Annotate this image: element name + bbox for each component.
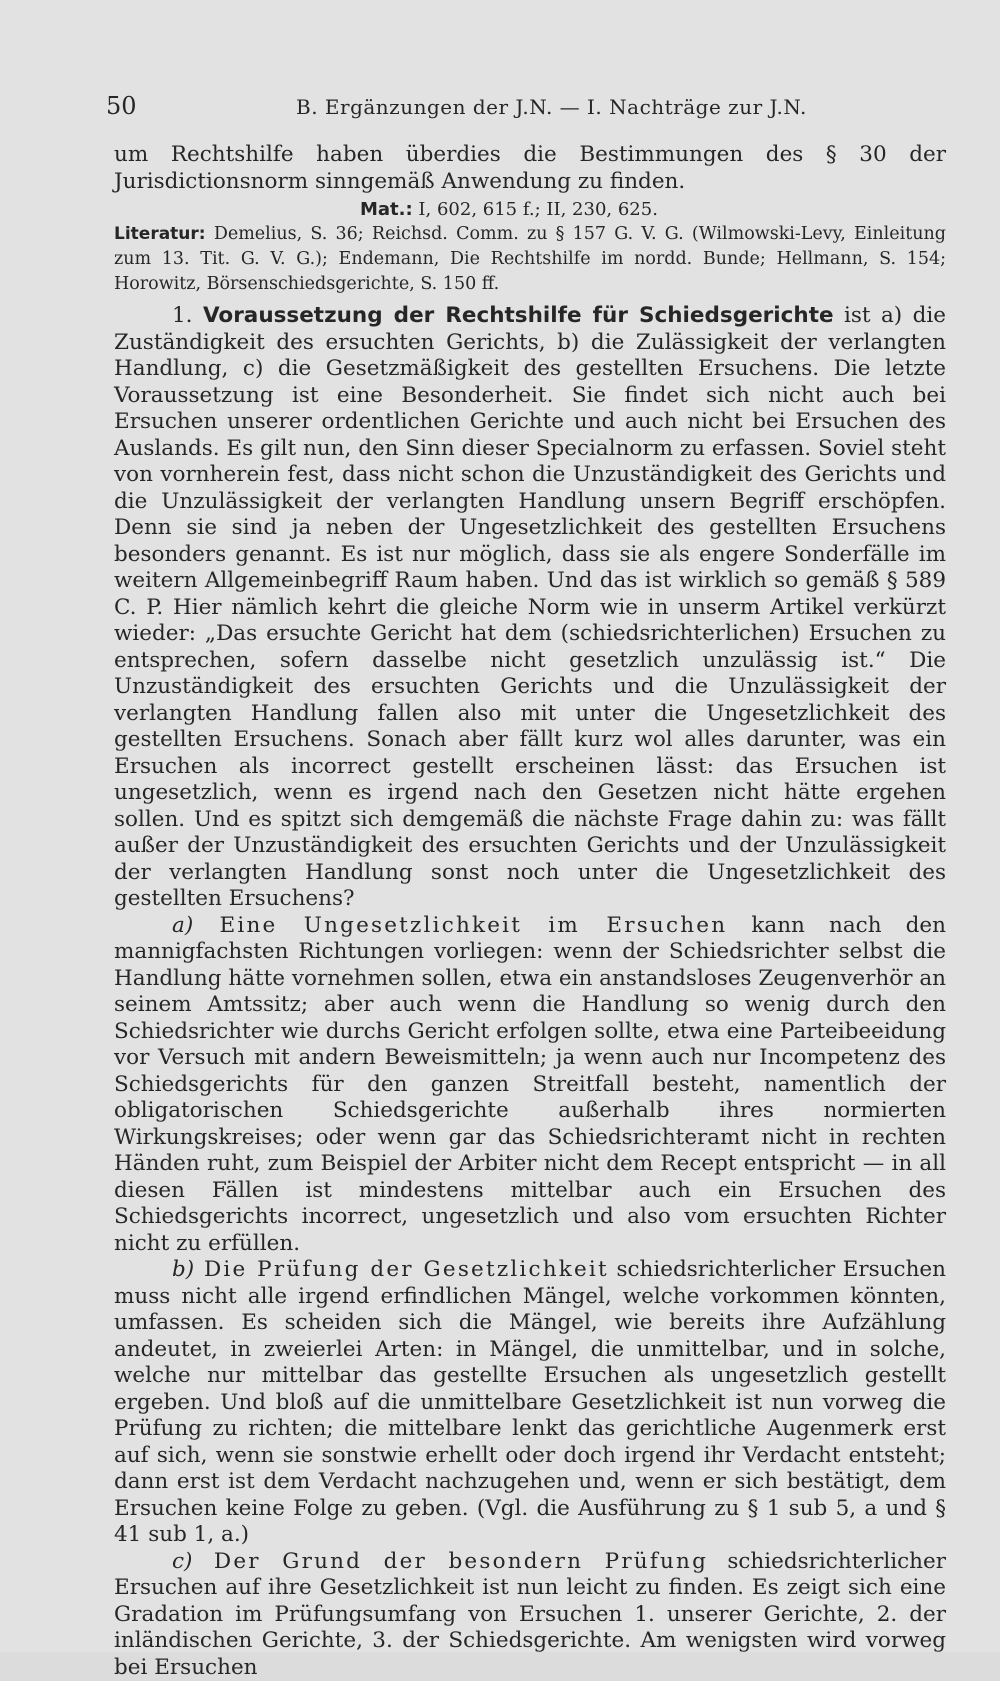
page-number: 50 xyxy=(106,92,137,120)
paragraph-a-marker: a) xyxy=(172,913,193,938)
intro-paragraph: um Rechtshilfe haben überdies die Bestimmungen des § 30 der Jurisdictionsnorm sinngemäß Anwendung zu finden. xyxy=(114,142,946,195)
section-1-text: ist a) die Zuständigkeit des ersuchten Gerichts, b) die Zulässigkeit der verlangten Handlung, c) die Gesetzmäßigkeit des gestellten Ersuchens. Die letzte Voraussetzung ist eine Besonderheit. Sie findet sich nicht auch bei Ersuchen unserer ordentlichen Gerichte und auch nicht bei Ersuchen des Auslands. Es gilt nun, den Sinn dieser Specialnorm zu erfassen. Soviel steht von vornherein fest, dass nicht schon die Unzuständigkeit des Gerichts und die Unzulässigkeit der verlangten Handlung unsern Begriff erschöpfen. Denn sie sind ja neben der Ungesetzlichkeit des gestellten Ersuchens besonders genannt. Es ist nur möglich, dass sie als engere Sonderfälle im weitern Allgemeinbegriff Raum haben. Und das ist wirklich so gemäß § 589 C. P. Hier nämlich kehrt die gleiche Norm wie in unserm Artikel verkürzt wieder: „Das ersuchte Gericht hat dem (schiedsrichterlichen) Ersuchen zu entsprechen, sofern dasselbe nicht gesetzlich unzulässig ist.“ Die Unzuständigkeit des ersuchten Gerichts und die Unzulässigkeit der verlangten Handlung fallen also mit unter die Ungesetzlichkeit des gestellten Ersuchens. Sonach aber fällt kurz wol alles darunter, was ein Ersuchen als incorrect gestellt erscheinen lässt: das Ersuchen ist ungesetzlich, wenn es irgend nach den Gesetzen nicht hätte ergehen sollen. Und es spitzt sich demgemäß die nächste Frage dahin zu: was fällt außer der Unzuständigkeit des ersuchten Gerichts und der Unzulässigkeit der verlangten Handlung sonst noch unter die Ungesetzlichkeit des gestellten Ersuchens? xyxy=(114,303,946,911)
materials-label: Mat.: xyxy=(360,199,413,220)
literature-text: Demelius, S. 36; Reichsd. Comm. zu § 157 G. V. G. (Wilmowski-Levy, Einleitung zum 13. Tit. G. V. G.); Endemann, Die Rechtshilfe im nordd. Bunde; Hellmann, S. 154; Horowitz, Börsenschiedsgerichte, S. 150 ff. xyxy=(114,224,946,294)
paragraph-b-text: schiedsrichterlicher Ersuchen muss nicht alle irgend erfindlichen Mängel, welche vorkommen könnten, umfassen. Es scheiden sich die Mängel, wie bereits ihre Aufzählung andeutet, in zweierlei Arten: in Mängel, die unmittelbar, und in solche, welche nur mittelbar das gestellte Ersuchen als ungesetzlich gestellt ergeben. Und bloß auf die unmittelbare Gesetzlichkeit ist nun vorweg die Prüfung zu richten; die mittelbare lenkt das gerichtliche Augenmerk erst auf sich, wenn sie sonstwie erhellt oder doch irgend ihr Verdacht entsteht; dann erst ist dem Verdacht nachzugehen und, wenn er sich bestätigt, dem Ersuchen keine Folge zu geben. (Vgl. die Ausführung zu § 1 sub 5, a und § 41 sub 1, a.) xyxy=(114,1257,946,1547)
paragraph-b-marker: b) xyxy=(172,1257,194,1282)
paragraph-c-lead: Der Grund der besondern Prüfung xyxy=(192,1549,708,1574)
paragraph-c-marker: c) xyxy=(172,1549,192,1574)
paragraph-b xyxy=(114,1257,946,1549)
paragraph-c xyxy=(114,1549,946,1681)
running-header xyxy=(106,92,940,122)
paragraph-a-text: kann nach den mannigfachsten Richtungen vorliegen: wenn der Schiedsrichter selbst die Handlung hätte vornehmen sollen, etwa ein anstandsloses Zeugenverhör an seinem Amtssitz; aber auch wenn die Handlung so wenig durch den Schiedsrichter wie durchs Gericht erfolgen sollte, etwa eine Parteibeeidung vor Versuch mit andern Beweismitteln; ja wenn auch nur Incompetenz des Schiedsgerichts für den ganzen Streitfall besteht, namentlich der obligatorischen Schiedsgerichte außerhalb ihres normierten Wirkungskreises; oder wenn gar das Schiedsrichteramt nicht in rechten Händen ruht, zum Beispiel der Arbiter nicht dem Recept entspricht — in all diesen Fällen ist mindestens mittelbar auch ein Ersuchen des Schiedsgerichts incorrect, ungesetzlich und also vom ersuchten Richter nicht zu erfüllen. xyxy=(114,913,946,1256)
running-title: B. Ergänzungen der J.N. — I. Nachträge zur J.N. xyxy=(296,95,807,119)
section-1-paragraph xyxy=(114,303,946,913)
paragraph-a xyxy=(114,913,946,1258)
literature-reference xyxy=(114,222,946,297)
page-body xyxy=(114,142,946,1681)
section-number: 1. xyxy=(172,303,193,328)
materials-text: I, 602, 615 f.; II, 230, 625. xyxy=(413,199,658,220)
literature-label: Literatur: xyxy=(114,224,206,244)
section-heading: Voraussetzung der Rechtshilfe für Schiedsgerichte xyxy=(203,303,834,328)
paragraph-a-lead: Eine Ungesetzlichkeit im Ersuchen xyxy=(193,913,727,938)
paragraph-c-text: schiedsrichterlicher Ersuchen auf ihre Gesetzlichkeit ist nun leicht zu finden. Es zeigt sich eine Gradation im Prüfungsumfang von Ersuchen 1. unserer Gerichte, 2. der inländischen Gerichte, 3. der Schiedsgerichte. Am wenigsten wird vorweg bei Ersuchen xyxy=(114,1549,946,1680)
paragraph-b-lead: Die Prüfung der Gesetzlichkeit xyxy=(194,1257,609,1282)
materials-reference xyxy=(114,197,946,222)
